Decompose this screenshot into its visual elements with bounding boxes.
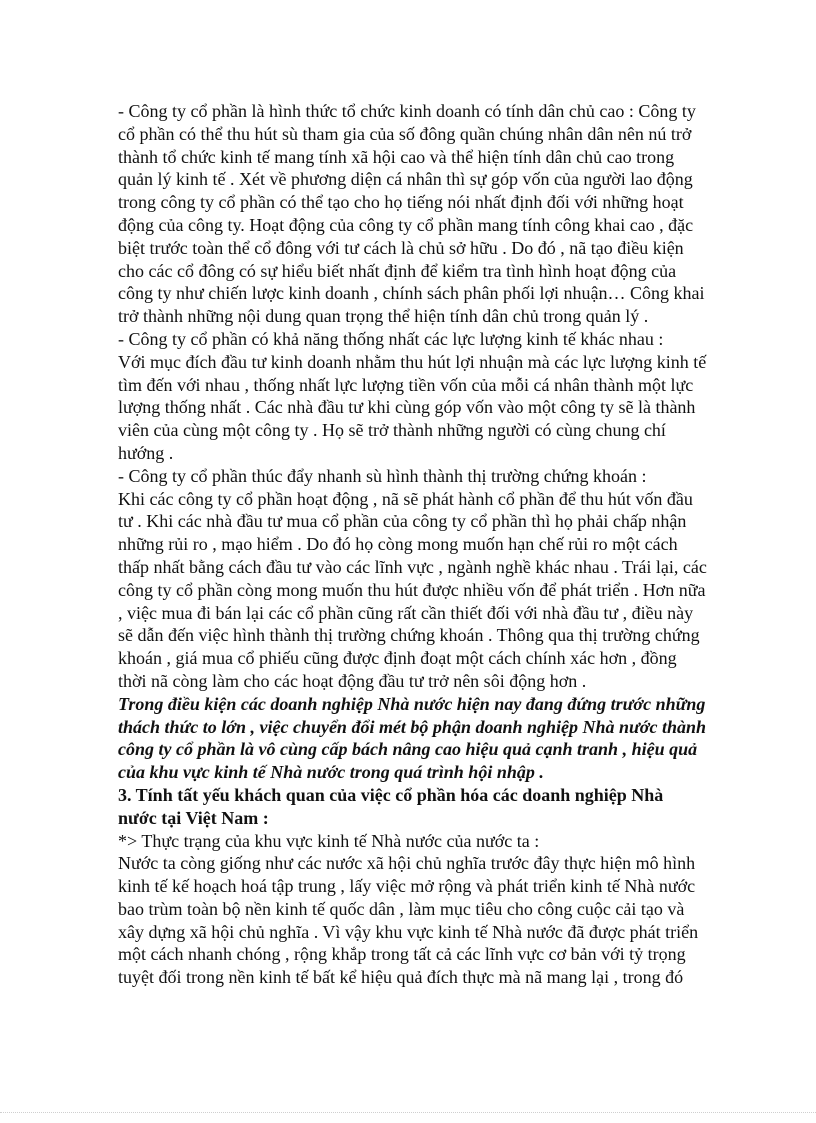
text-line: thời nã còng làm cho các hoạt động đầu tư trở nên sôi động hơn . — [118, 670, 587, 691]
text-line: của khu vực kinh tế Nhà nước trong quá trình hội nhập . — [118, 762, 544, 783]
text-line: hướng . — [118, 442, 174, 463]
paragraph-reality — [118, 830, 743, 990]
text-line: công ty cổ phần còng mong muốn thu hút được nhiều vốn để phát triển . Hơn nữa — [118, 579, 706, 600]
page-bottom-divider — [0, 1112, 816, 1113]
text-line: cho các cổ đông có sự hiểu biết nhất định để kiểm tra tình hình hoạt động của — [118, 260, 677, 281]
text-line: khoán , giá mua cổ phiếu cũng được định đoạt một cách chính xác hơn , đồng — [118, 648, 677, 669]
document-page — [118, 100, 743, 989]
text-line: quản lý kinh tế . Xét về phương diện cá nhân thì sự góp vốn của người lao động — [118, 169, 693, 190]
paragraph-democracy — [118, 100, 743, 328]
heading-line: nước tại Việt Nam : — [118, 807, 269, 828]
text-line: động của công ty. Hoạt động của công ty cổ phần mang tính công khai cao , đặc — [118, 214, 694, 235]
text-line: *> Thực trạng của khu vực kinh tế Nhà nước của nước ta : — [118, 830, 540, 851]
text-line: - Công ty cổ phần là hình thức tổ chức kinh doanh có tính dân chủ cao : Công ty — [118, 101, 696, 121]
text-line: lượng thống nhất . Các nhà đầu tư khi cùng góp vốn vào một công ty sẽ là thành — [118, 397, 696, 418]
text-line: - Công ty cổ phần thúc đẩy nhanh sù hình thành thị trường chứng khoán : — [118, 465, 647, 486]
text-line: xây dựng xã hội chủ nghĩa . Vì vậy khu vực kinh tế Nhà nước đã được phát triển — [118, 921, 699, 942]
paragraph-market — [118, 465, 743, 693]
text-line: công ty cổ phần là vô cùng cấp bách nâng cao hiệu quả cạnh tranh , hiệu quả — [118, 739, 698, 760]
text-line: trong công ty cổ phần có thể tạo cho họ tiếng nói nhất định đối với những hoạt — [118, 192, 684, 213]
text-line: một cách nhanh chóng , rộng khắp trong tất cả các lĩnh vực cơ bản với tỷ trọng — [118, 944, 686, 965]
emphasis-paragraph — [118, 693, 743, 784]
text-line: Trong điều kiện các doanh nghiệp Nhà nước hiện nay đang đứng trước những — [118, 693, 706, 714]
text-line: Với mục đích đầu tư kinh doanh nhằm thu hút lợi nhuận mà các lực lượng kinh tế — [118, 351, 707, 372]
text-line: Khi các công ty cổ phần hoạt động , nã sẽ phát hành cổ phần để thu hút vốn đầu — [118, 488, 693, 509]
text-line: thành tổ chức kinh tế mang tính xã hội cao và thể hiện tính dân chủ cao trong — [118, 146, 675, 167]
text-line: trở thành những nội dung quan trọng thể hiện tính dân chủ trong quản lý . — [118, 306, 649, 327]
text-line: những rủi ro , mạo hiểm . Do đó họ còng mong muốn hạn chế rủi ro một cách — [118, 534, 678, 555]
text-line: sẽ dẫn đến việc hình thành thị trường chứng khoán . Thông qua thị trường chứng — [118, 625, 700, 646]
text-line: bao trùm toàn bộ nền kinh tế quốc dân , làm mục tiêu cho công cuộc cải tạo và — [118, 898, 685, 919]
text-line: cổ phần có thể thu hút sù tham gia của số đông quần chúng nhân dân nên nú trở — [118, 123, 692, 144]
text-line: , việc mua đi bán lại các cổ phần cũng rất cần thiết đối với nhà đầu tư , điều này — [118, 602, 694, 623]
text-line: tuyệt đối trong nền kinh tế bất kể hiệu quả đích thực mà nã mang lại , trong đó — [118, 967, 684, 988]
text-line: - Công ty cổ phần có khả năng thống nhất các lực lượng kinh tế khác nhau : — [118, 328, 664, 349]
text-line: thách thức to lớn , việc chuyển đổi mét bộ phận doanh nghiệp Nhà nước thành — [118, 716, 706, 737]
text-line: tư . Khi các nhà đầu tư mua cổ phần của công ty cổ phần thì họ phải chấp nhận — [118, 511, 687, 532]
text-line: thấp nhất bằng cách đầu tư vào các lĩnh vực , ngành nghề khác nhau . Trái lại, các — [118, 556, 707, 577]
heading-line: 3. Tính tất yếu khách quan của việc cổ phần hóa các doanh nghiệp Nhà — [118, 784, 664, 805]
section-heading — [118, 784, 743, 830]
text-line: kinh tế kế hoạch hoá tập trung , lấy việc mở rộng và phát triển kinh tế Nhà nước — [118, 876, 696, 897]
paragraph-unify — [118, 328, 743, 465]
text-line: Nước ta còng giống như các nước xã hội chủ nghĩa trước đây thực hiện mô hình — [118, 853, 696, 874]
text-line: biệt trước toàn thể cổ đông với tư cách là chủ sở hữu . Do đó , nã tạo điều kiện — [118, 237, 684, 258]
text-line: công ty như chiến lược kinh doanh , chính sách phân phối lợi nhuận… Công khai — [118, 283, 705, 304]
text-line: tìm đến với nhau , thống nhất lực lượng tiền vốn của mỗi cá nhân thành một lực — [118, 374, 694, 395]
text-line: viên của cùng một công ty . Họ sẽ trở thành những người có cùng chung chí — [118, 420, 666, 441]
